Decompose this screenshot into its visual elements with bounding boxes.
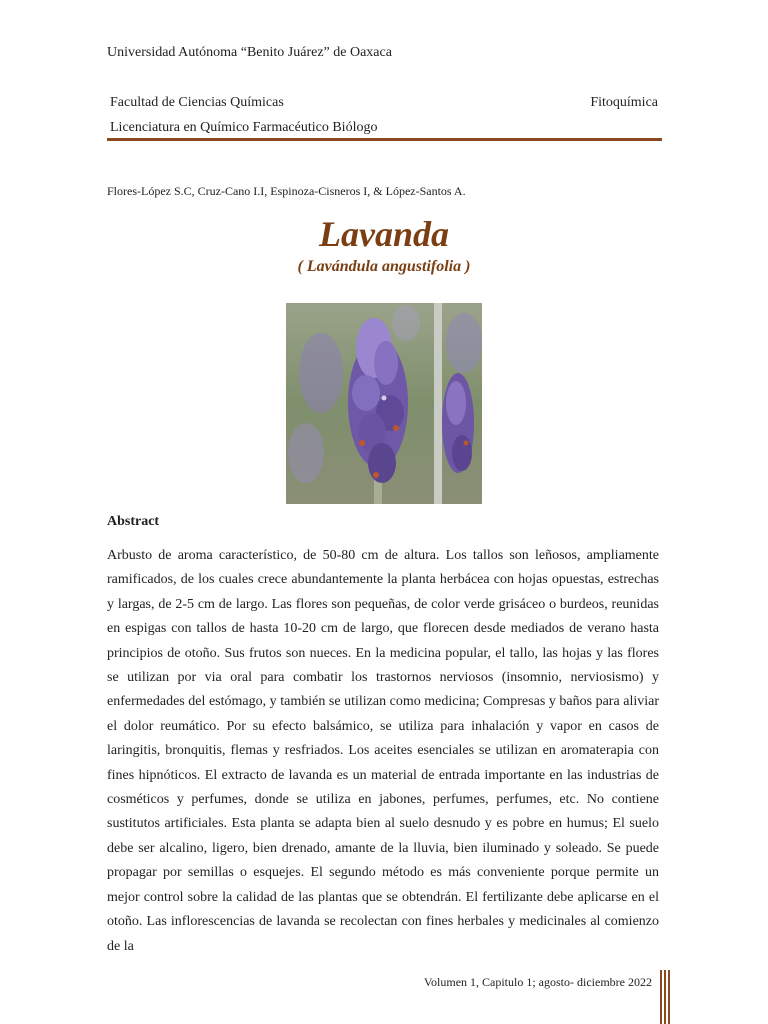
lavender-photo	[286, 303, 482, 504]
document-title: Lavanda	[319, 214, 449, 254]
faculty-name: Facultad de Ciencias Químicas	[110, 95, 284, 110]
header-divider	[107, 138, 662, 141]
footer-bar-1	[660, 970, 662, 1024]
program-name: Licenciatura en Químico Farmacéutico Biólogo	[110, 120, 378, 135]
subject-name: Fitoquímica	[590, 95, 658, 110]
lavender-illustration	[286, 303, 482, 504]
footer-bar-3	[668, 970, 670, 1024]
footer-bar-2	[664, 970, 666, 1024]
authors-line: Flores-López S.C, Cruz-Cano I.I, Espinoza-Cisneros I, & López-Santos A.	[107, 184, 466, 198]
document-subtitle: ( Lavándula angustifolia )	[297, 258, 471, 275]
university-name: Universidad Autónoma “Benito Juárez” de Oaxaca	[107, 45, 392, 60]
abstract-body: Arbusto de aroma característico, de 50-80 cm de altura. Los tallos son leñosos, ampliamente ramificados, de los cuales crece abundantemente la planta herbácea con hojas opuestas, estrechas y largas, de 2-5 cm de largo. Las flores son pequeñas, de color verde grisáceo o burdeos, reunidas en espigas con tallos de hasta 10-20 cm de largo, que florecen desde mediados de verano hasta principios de otoño. Sus frutos son nueces. En la medicina popular, el tallo, las hojas y las flores se utilizan por via oral para combatir los trastornos nerviosos (insomnio, nerviosismo) y enfermedades del estómago, y también se utilizan como medicina; Compresas y baños para aliviar el dolor reumático. Por su efecto balsámico, se utiliza para inhalación y vapor en casos de laringitis, bronquitis, flemas y resfriados. Los aceites esenciales se utilizan en aromaterapia con fines hipnóticos. El extracto de lavanda es un material de entrada importante en las industrias de cosméticos y perfumes, donde se utiliza en jabones, perfumes, perfumes, etc. No contiene sustitutos artificiales. Esta planta se adapta bien al suelo desnudo y es pobre en humus; El suelo debe ser alcalino, ligero, bien drenado, amante de la lluvia, bien iluminado y soleado. Se puede propagar por semillas o esquejes. El segundo método es más conveniente porque permite un mejor control sobre la calidad de las plantas que se obtendrán. El fertilizante debe aplicarse en el otoño. Las inflorescencias de lavanda se recolectan con fines herbales y medicinales al comienzo de la	[107, 548, 659, 954]
footer-volume: Volumen 1, Capitulo 1; agosto- diciembre 2022	[423, 975, 652, 989]
abstract-heading: Abstract	[107, 514, 160, 529]
